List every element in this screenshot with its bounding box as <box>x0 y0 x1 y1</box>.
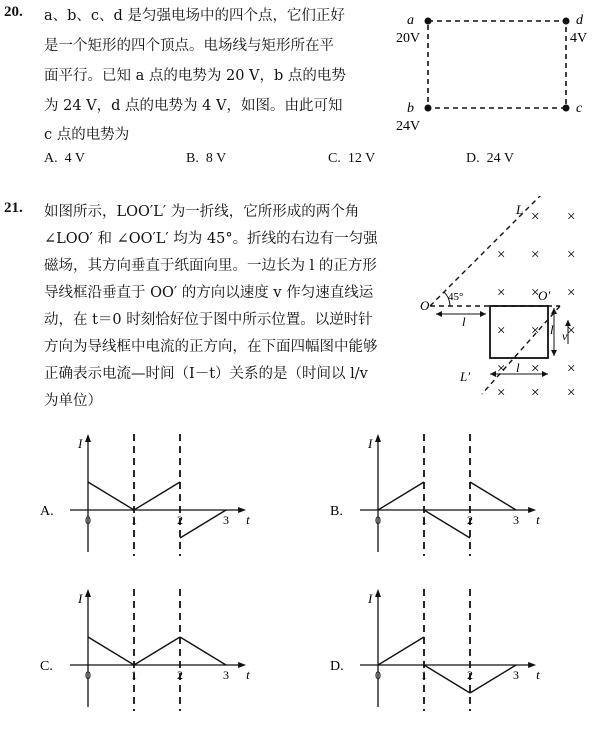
q20-option-d <box>466 151 514 167</box>
field-cross-3-0: × <box>497 323 506 339</box>
graph-option-label: D. <box>330 659 344 674</box>
x-axis-label: t <box>536 667 540 682</box>
field-cross-0-1: × <box>531 209 540 225</box>
q20-option-b <box>186 151 226 167</box>
q21-field-figure <box>420 196 600 406</box>
tick-label-1: 1 <box>131 513 137 527</box>
label-l-right: l <box>550 322 554 337</box>
q20-line-3: 面平行。已知 a 点的电势为 20 V，b 点的电势 <box>44 68 346 84</box>
q21-line-4: 导线框沿垂直于 OO′ 的方向以速度 v 作匀速直线运 <box>44 285 374 301</box>
q21-line-5: 动，在 t＝0 时刻恰好位于图中所示位置。以逆时针 <box>44 312 373 328</box>
current-segment-1 <box>378 637 424 665</box>
x-axis-arrow <box>528 662 536 668</box>
q21-number: 21. <box>4 200 23 216</box>
x-axis-arrow <box>238 507 246 513</box>
y-axis-arrow <box>85 589 91 597</box>
q21-line-6: 方向为导线框中电流的正方向，在下面四幅图中能够 <box>44 339 378 355</box>
current-segment-2 <box>424 665 470 693</box>
field-cross-1-1: × <box>531 247 540 263</box>
label-b-value: 24V <box>396 119 421 134</box>
label-L: L <box>516 202 524 217</box>
field-cross-5-1: × <box>531 385 540 401</box>
q21-line-3: 磁场，其方向垂直于纸面向里。一边长为 l 的正方形 <box>44 258 377 274</box>
tick-label-0: 0 <box>85 668 91 682</box>
current-segment-2 <box>134 637 180 665</box>
graph-option-b <box>330 434 540 556</box>
option-a-label: A. <box>44 151 58 166</box>
y-axis-label: I <box>368 591 373 606</box>
l-arrowhead-left <box>436 311 442 317</box>
current-segment-3 <box>180 510 226 538</box>
label-O: O <box>420 298 430 313</box>
tick-label-1: 1 <box>131 668 137 682</box>
angle-label: 45° <box>448 291 464 303</box>
field-cross-4-2: × <box>567 361 576 377</box>
label-l-left: l <box>462 314 466 329</box>
label-a-value: 20V <box>396 31 421 46</box>
y-axis-label: I <box>78 436 83 451</box>
option-a-text: 4 V <box>64 151 85 166</box>
q20-number: 20. <box>4 4 23 20</box>
y-axis-arrow <box>375 589 381 597</box>
tick-label-2: 2 <box>467 668 473 682</box>
q21-line-2: ∠LOO′ 和 ∠OO′L′ 均为 45°。折线的右边有一匀强 <box>44 231 378 247</box>
q20-line-5: c 点的电势为 <box>44 127 130 143</box>
field-cross-0-2: × <box>567 209 576 225</box>
field-cross-4-0: × <box>497 361 506 377</box>
field-cross-1-2: × <box>567 247 576 263</box>
option-b-label: B. <box>186 151 199 166</box>
q21-line-1: 如图所示，LOO′L′ 为一折线，它所形成的两个角 <box>44 204 360 220</box>
tick-label-3: 3 <box>513 668 519 682</box>
option-b-text: 8 V <box>205 151 227 166</box>
y-axis-label: I <box>368 436 373 451</box>
q21-line-8: 为单位） <box>44 393 102 409</box>
label-L-prime: L′ <box>460 369 471 384</box>
label-c: c <box>576 101 583 116</box>
field-cross-2-2: × <box>567 285 576 301</box>
x-axis-label: t <box>246 667 250 682</box>
field-cross-4-1: × <box>531 361 540 377</box>
l-arrowhead-right <box>480 311 486 317</box>
label-l-bottom: l <box>516 360 520 375</box>
point-a <box>425 18 432 25</box>
option-d-text: 24 V <box>486 151 514 166</box>
option-c-text: 12 V <box>347 151 376 166</box>
q20-line-2: 是一个矩形的四个顶点。电场线与矩形所在平 <box>44 38 334 54</box>
current-segment-3 <box>470 665 516 693</box>
graph-option-c <box>40 589 250 711</box>
y-axis-arrow <box>375 434 381 442</box>
graph-option-a <box>40 434 250 556</box>
tick-label-1: 1 <box>421 513 427 527</box>
l-arrowhead-bottom-left <box>490 371 496 377</box>
label-a: a <box>407 13 414 28</box>
q21-line-7: 正确表示电流—时间（I－t）关系的是（时间以 l/v <box>44 366 368 382</box>
tick-label-3: 3 <box>223 668 229 682</box>
y-axis-arrow <box>85 434 91 442</box>
q20-option-c <box>328 151 375 167</box>
tick-label-1: 1 <box>421 668 427 682</box>
x-axis-arrow <box>238 662 246 668</box>
current-segment-2 <box>134 482 180 510</box>
current-segment-2 <box>424 510 470 538</box>
x-axis-label: t <box>536 512 540 527</box>
current-segment-3 <box>180 637 226 665</box>
q20-line-4: 为 24 V，d 点的电势为 4 V，如图。由此可知 <box>44 98 343 114</box>
tick-label-0: 0 <box>375 513 381 527</box>
current-segment-3 <box>470 482 516 510</box>
label-v: v <box>562 329 568 343</box>
tick-label-2: 2 <box>177 513 183 527</box>
point-d <box>563 18 570 25</box>
rectangle-outline <box>428 21 566 108</box>
graph-option-label: B. <box>330 504 343 519</box>
option-c-label: C. <box>328 151 341 166</box>
tick-label-0: 0 <box>375 668 381 682</box>
l-arrowhead-down <box>551 350 557 356</box>
point-b <box>425 105 432 112</box>
label-b: b <box>407 101 414 116</box>
field-cross-2-0: × <box>497 285 506 301</box>
current-segment-1 <box>378 482 424 510</box>
q20-option-a <box>44 151 85 167</box>
tick-label-2: 2 <box>467 513 473 527</box>
l-arrowhead-bottom-right <box>542 371 548 377</box>
field-cross-2-1: × <box>531 285 540 301</box>
point-c <box>563 105 570 112</box>
option-d-label: D. <box>466 151 480 166</box>
y-axis-label: I <box>78 591 83 606</box>
tick-label-3: 3 <box>223 513 229 527</box>
label-d-value: 4V <box>570 31 588 46</box>
graph-option-label: C. <box>40 659 53 674</box>
fold-line-LO <box>430 196 542 306</box>
field-cross-1-0: × <box>497 247 506 263</box>
label-d: d <box>576 13 583 28</box>
field-cross-5-0: × <box>497 385 506 401</box>
tick-label-3: 3 <box>513 513 519 527</box>
graphs-area <box>0 430 600 730</box>
q20-line-1: a、b、c、d 是匀强电场中的四个点，它们正好 <box>44 8 345 24</box>
current-segment-1 <box>88 482 134 510</box>
field-cross-5-2: × <box>567 385 576 401</box>
graph-option-label: A. <box>40 504 54 519</box>
x-axis-arrow <box>528 507 536 513</box>
l-arrowhead-up <box>551 308 557 314</box>
tick-label-0: 0 <box>85 513 91 527</box>
field-cross-3-1: × <box>531 323 540 339</box>
q20-rectangle-figure <box>390 8 600 138</box>
graph-option-d <box>330 589 540 711</box>
tick-label-2: 2 <box>177 668 183 682</box>
field-cross-3-2: × <box>567 323 576 339</box>
current-segment-1 <box>88 637 134 665</box>
label-O-prime: O′ <box>538 288 551 303</box>
x-axis-label: t <box>246 512 250 527</box>
